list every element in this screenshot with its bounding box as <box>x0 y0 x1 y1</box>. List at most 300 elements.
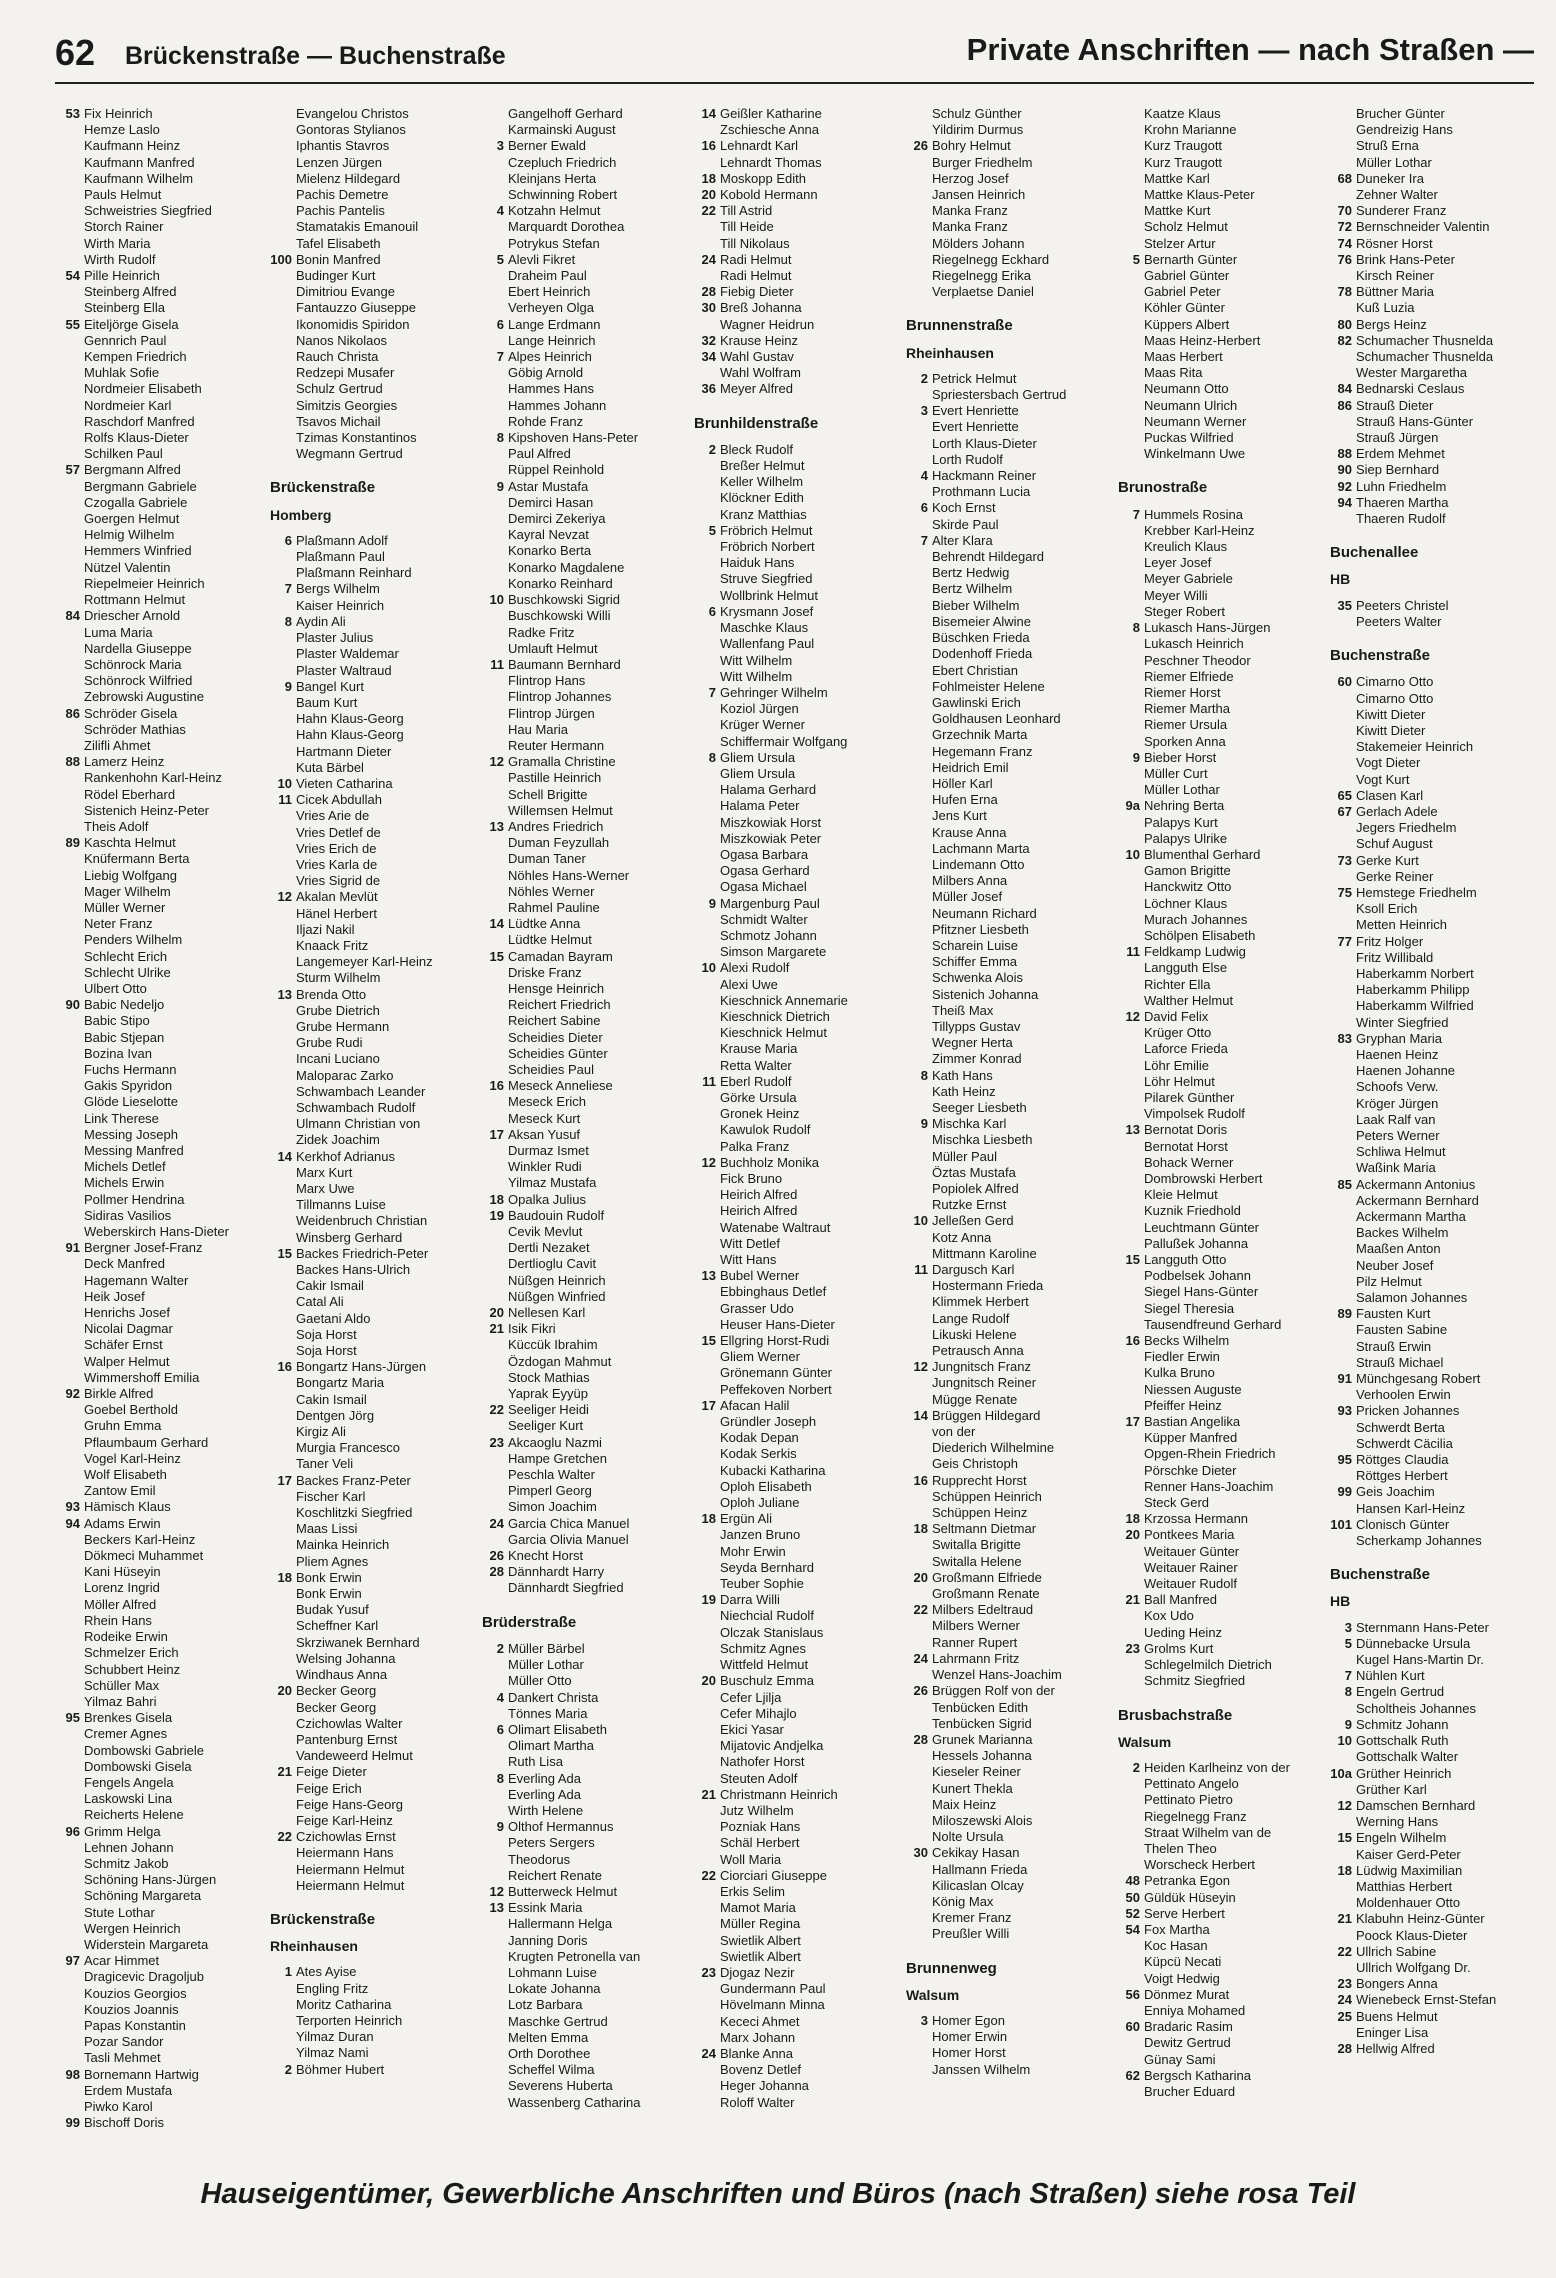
resident-name: Lukasch Heinrich <box>1144 636 1244 652</box>
house-number: 86 <box>1337 397 1352 413</box>
resident-entry <box>694 1852 902 1868</box>
resident-name: Olimart Martha <box>508 1738 594 1754</box>
resident-entry <box>906 1537 1114 1553</box>
house-number: 16 <box>913 1472 928 1488</box>
house-number: 4 <box>496 203 504 219</box>
resident-entry <box>58 770 266 786</box>
resident-name: Bernarth Günter <box>1144 251 1238 267</box>
resident-name: Essink Maria <box>508 1900 583 1916</box>
resident-entry <box>482 560 690 576</box>
resident-name: Zantow Emil <box>84 1483 156 1499</box>
resident-name: Gehringer Wilhelm <box>720 684 828 700</box>
resident-name: Rolfs Klaus-Dieter <box>84 430 189 446</box>
resident-entry <box>694 831 902 847</box>
resident-name: Lange Heinrich <box>508 332 596 348</box>
house-number: 3 <box>920 403 928 419</box>
resident-entry <box>1118 349 1326 365</box>
resident-entry <box>482 1013 690 1029</box>
resident-name: Siegel Theresia <box>1144 1300 1235 1316</box>
resident-name: Sternmann Hans-Peter <box>1356 1619 1489 1635</box>
resident-name: Schmitz Johann <box>1356 1716 1449 1732</box>
resident-entry <box>58 1499 266 1515</box>
resident-entry <box>1118 701 1326 717</box>
resident-entry <box>906 679 1114 695</box>
house-number: 83 <box>1337 1030 1352 1046</box>
resident-name: Jens Kurt <box>932 808 987 824</box>
resident-entry <box>58 2050 266 2066</box>
resident-name: Margenburg Paul <box>720 895 820 911</box>
resident-name: Knaack Fritz <box>296 937 369 953</box>
resident-name: Göbig Arnold <box>508 365 584 381</box>
resident-entry <box>482 1127 690 1143</box>
resident-name: Geis Christoph <box>932 1456 1018 1472</box>
house-number: 6 <box>496 316 504 332</box>
resident-entry <box>906 646 1114 662</box>
resident-name: Kulka Bruno <box>1144 1365 1215 1381</box>
resident-entry <box>270 533 478 549</box>
street-heading: Buchenallee <box>1330 544 1419 562</box>
resident-entry <box>270 581 478 597</box>
resident-entry <box>1330 1717 1538 1733</box>
resident-entry <box>906 1862 1114 1878</box>
resident-entry <box>1330 430 1538 446</box>
resident-name: Bubel Werner <box>720 1268 800 1284</box>
resident-entry <box>482 1706 690 1722</box>
resident-name: Rösner Horst <box>1356 235 1433 251</box>
resident-entry <box>58 722 266 738</box>
house-number: 13 <box>277 986 292 1002</box>
resident-name: Verhoolen Erwin <box>1356 1387 1451 1403</box>
resident-entry <box>482 673 690 689</box>
resident-name: Babic Nedeljo <box>84 997 165 1013</box>
resident-entry <box>270 792 478 808</box>
resident-name: Erkis Selim <box>720 1883 786 1899</box>
resident-entry <box>906 106 1114 122</box>
resident-name: Bonin Manfred <box>296 251 381 267</box>
resident-entry <box>482 381 690 397</box>
resident-entry <box>1330 1128 1538 1144</box>
resident-name: Sistenich Johanna <box>932 986 1039 1002</box>
resident-entry <box>58 2067 266 2083</box>
resident-name: Blumenthal Gerhard <box>1144 846 1261 862</box>
resident-entry <box>694 896 902 912</box>
resident-entry <box>694 349 902 365</box>
resident-entry <box>482 997 690 1013</box>
house-number: 14 <box>913 1407 928 1423</box>
resident-entry <box>906 1797 1114 1813</box>
house-number: 20 <box>701 1673 716 1689</box>
resident-entry <box>270 1213 478 1229</box>
resident-entry <box>58 1807 266 1823</box>
resident-entry <box>58 560 266 576</box>
house-number: 12 <box>277 889 292 905</box>
resident-name: Goldhausen Leonhard <box>932 711 1061 727</box>
resident-entry <box>1118 1203 1326 1219</box>
resident-entry <box>1330 1371 1538 1387</box>
resident-name: Schöning Margareta <box>84 1888 202 1904</box>
resident-entry <box>482 1835 690 1851</box>
resident-name: Zidek Joachim <box>296 1132 380 1148</box>
resident-entry <box>694 138 902 154</box>
resident-name: Wolf Elisabeth <box>84 1467 167 1483</box>
resident-name: Czepluch Friedrich <box>508 154 617 170</box>
resident-name: Scholz Helmut <box>1144 219 1228 235</box>
resident-name: Enniya Mohamed <box>1144 2002 1246 2018</box>
resident-entry <box>694 1592 902 1608</box>
resident-name: Seeger Liesbeth <box>932 1099 1027 1115</box>
resident-name: Wirth Maria <box>84 235 151 251</box>
resident-name: Hartmann Dieter <box>296 743 392 759</box>
resident-entry <box>482 1256 690 1272</box>
resident-entry <box>482 252 690 268</box>
resident-name: Scheffner Karl <box>296 1618 379 1634</box>
resident-name: Marx Johann <box>720 2029 796 2045</box>
resident-name: Feige Karl-Heinz <box>296 1812 393 1828</box>
resident-entry <box>694 442 902 458</box>
resident-name: Gliem Ursula <box>720 765 796 781</box>
resident-name: Kaiser Heinrich <box>296 597 385 613</box>
resident-name: Steger Robert <box>1144 603 1225 619</box>
resident-entry <box>1118 284 1326 300</box>
resident-entry <box>1330 1339 1538 1355</box>
resident-name: Brucher Günter <box>1356 106 1445 121</box>
resident-entry <box>1330 1436 1538 1452</box>
resident-name: Hummels Rosina <box>1144 506 1243 522</box>
resident-entry <box>1118 1922 1326 1938</box>
resident-entry <box>906 1521 1114 1537</box>
resident-entry <box>482 641 690 657</box>
resident-entry <box>1118 219 1326 235</box>
resident-name: Tillypps Gustav <box>932 1018 1021 1034</box>
resident-entry <box>906 2013 1114 2029</box>
house-number: 24 <box>1337 1992 1352 2008</box>
resident-entry <box>906 857 1114 873</box>
resident-entry <box>58 527 266 543</box>
resident-name: Willemsen Helmut <box>508 802 613 818</box>
resident-entry <box>482 106 690 122</box>
resident-entry <box>1118 1857 1326 1873</box>
resident-name: Kani Hüseyin <box>84 1564 161 1580</box>
resident-name: Laforce Frieda <box>1144 1041 1228 1057</box>
resident-name: Großmann Elfriede <box>932 1569 1042 1585</box>
resident-name: Riemer Martha <box>1144 701 1230 717</box>
resident-entry <box>482 187 690 203</box>
resident-entry <box>58 1629 266 1645</box>
resident-name: Lange Erdmann <box>508 316 601 332</box>
resident-name: Peeters Walter <box>1356 613 1442 629</box>
resident-entry <box>906 517 1114 533</box>
resident-entry <box>1118 300 1326 316</box>
district-heading: Rheinhausen <box>906 344 994 361</box>
resident-entry <box>906 219 1114 235</box>
house-number: 2 <box>496 1640 504 1656</box>
resident-entry <box>58 1532 266 1548</box>
house-number: 9 <box>1132 749 1140 765</box>
resident-entry <box>1330 138 1538 154</box>
resident-entry <box>270 1997 478 2013</box>
resident-entry <box>694 252 902 268</box>
resident-entry <box>694 381 902 397</box>
resident-entry <box>58 543 266 559</box>
resident-name: Hallmann Frieda <box>932 1861 1028 1877</box>
resident-name: Becker Georg <box>296 1683 377 1699</box>
resident-entry <box>1118 847 1326 863</box>
resident-name: Jungnitsch Franz <box>932 1359 1031 1375</box>
resident-name: Plaßmann Reinhard <box>296 565 412 581</box>
resident-entry <box>694 155 902 171</box>
resident-name: Dännhardt Harry <box>508 1564 605 1580</box>
resident-name: Ellgring Horst-Rudi <box>720 1333 830 1349</box>
resident-name: Kurz Traugott <box>1144 138 1223 154</box>
resident-name: Nicolai Dagmar <box>84 1321 173 1337</box>
resident-entry <box>270 1667 478 1683</box>
resident-name: Weitauer Rainer <box>1144 1559 1238 1575</box>
resident-name: Kiwitt Dieter <box>1356 722 1426 738</box>
resident-name: Werning Hans <box>1356 1814 1439 1830</box>
resident-name: Driescher Arnold <box>84 608 181 624</box>
resident-name: Bongartz Maria <box>296 1375 385 1391</box>
resident-name: Grimm Helga <box>84 1823 161 1839</box>
resident-entry <box>1118 1106 1326 1122</box>
resident-entry <box>906 1343 1114 1359</box>
resident-entry <box>694 571 902 587</box>
resident-entry <box>482 1564 690 1580</box>
house-number: 17 <box>489 1126 504 1142</box>
resident-entry <box>906 1878 1114 1894</box>
resident-entry <box>694 847 902 863</box>
resident-entry <box>906 403 1114 419</box>
resident-entry <box>906 1926 1114 1942</box>
page-number: 62 <box>55 32 96 73</box>
resident-name: Gennrich Paul <box>84 332 167 348</box>
resident-name: Bongartz Hans-Jürgen <box>296 1359 427 1375</box>
resident-entry <box>482 803 690 819</box>
resident-entry <box>1118 555 1326 571</box>
resident-entry <box>270 252 478 268</box>
house-number: 5 <box>708 522 716 538</box>
resident-name: Pflaumbaum Gerhard <box>84 1434 209 1450</box>
resident-name: Kouzios Georgios <box>84 1985 187 2001</box>
resident-entry <box>694 236 902 252</box>
resident-entry <box>270 776 478 792</box>
resident-entry <box>1330 1895 1538 1911</box>
resident-entry <box>1330 1782 1538 1798</box>
resident-entry <box>482 1722 690 1738</box>
resident-name: Serve Herbert <box>1144 1905 1225 1921</box>
resident-name: Papas Konstantin <box>84 2017 186 2033</box>
resident-entry <box>58 965 266 981</box>
resident-entry <box>906 970 1114 986</box>
resident-entry <box>694 1835 902 1851</box>
resident-name: Müller Josef <box>932 889 1003 905</box>
resident-name: Kremer Franz <box>932 1910 1012 1926</box>
resident-entry <box>58 1127 266 1143</box>
house-number: 3 <box>496 138 504 154</box>
resident-entry <box>694 1997 902 2013</box>
resident-name: Kirsch Reiner <box>1356 268 1435 284</box>
resident-name: Schmitz Agnes <box>720 1640 806 1656</box>
resident-entry <box>1330 1652 1538 1668</box>
resident-entry <box>1118 960 1326 976</box>
resident-entry <box>1118 1187 1326 1203</box>
resident-entry <box>1118 1301 1326 1317</box>
resident-name: Bovenz Detlef <box>720 2062 801 2078</box>
resident-name: David Felix <box>1144 1008 1209 1024</box>
resident-name: Meseck Anneliese <box>508 1078 613 1094</box>
resident-entry <box>1330 349 1538 365</box>
resident-name: Homer Egon <box>932 2012 1005 2028</box>
resident-entry <box>906 1116 1114 1132</box>
resident-entry <box>58 138 266 154</box>
resident-entry <box>1118 430 1326 446</box>
resident-name: Haberkamm Norbert <box>1356 965 1474 981</box>
resident-entry <box>1118 798 1326 814</box>
resident-name: Fausten Sabine <box>1356 1322 1448 1338</box>
resident-name: Tönnes Maria <box>508 1705 588 1721</box>
resident-entry <box>694 1171 902 1187</box>
house-number: 25 <box>1337 2008 1352 2024</box>
resident-name: Schröder Mathias <box>84 721 186 737</box>
resident-entry <box>58 2115 266 2131</box>
house-number: 18 <box>701 170 716 186</box>
resident-name: Heiermann Helmut <box>296 1861 405 1877</box>
resident-name: Langemeyer Karl-Heinz <box>296 954 433 970</box>
resident-entry <box>58 1467 266 1483</box>
resident-name: Schwenka Alois <box>932 970 1024 986</box>
resident-entry <box>1118 571 1326 587</box>
resident-entry <box>906 1359 1114 1375</box>
resident-entry <box>906 663 1114 679</box>
resident-entry <box>1330 1911 1538 1927</box>
resident-entry <box>1118 734 1326 750</box>
resident-name: König Max <box>932 1893 994 1909</box>
house-number: 30 <box>913 1845 928 1861</box>
resident-entry <box>1118 365 1326 381</box>
resident-name: Riemer Horst <box>1144 684 1221 700</box>
resident-name: Demirci Hasan <box>508 494 594 510</box>
resident-name: Neumann Richard <box>932 905 1037 921</box>
house-number: 94 <box>1337 494 1352 510</box>
resident-entry <box>58 803 266 819</box>
house-number: 18 <box>1125 1511 1140 1527</box>
resident-entry <box>270 2029 478 2045</box>
resident-entry <box>694 1430 902 1446</box>
resident-entry <box>1330 966 1538 982</box>
resident-name: Mattke Karl <box>1144 170 1210 186</box>
resident-entry <box>482 1787 690 1803</box>
resident-entry <box>1118 1641 1326 1657</box>
resident-name: Pachis Demetre <box>296 187 389 203</box>
resident-name: Roloff Walter <box>720 2094 795 2110</box>
resident-name: Müller Regina <box>720 1916 801 1932</box>
resident-entry <box>1118 1576 1326 1592</box>
resident-name: Fritz Holger <box>1356 933 1424 949</box>
resident-entry <box>906 1829 1114 1845</box>
resident-name: Voigt Hedwig <box>1144 1970 1220 1986</box>
resident-name: Koch Ernst <box>932 500 996 516</box>
resident-name: Ebbinghaus Detlef <box>720 1284 827 1300</box>
resident-entry <box>270 1149 478 1165</box>
resident-name: Schwerdt Cäcilia <box>1356 1435 1453 1451</box>
resident-name: Siegel Hans-Günter <box>1144 1284 1259 1300</box>
resident-name: Flintrop Hans <box>508 673 586 689</box>
resident-entry <box>906 1197 1114 1213</box>
resident-entry <box>1118 669 1326 685</box>
resident-entry <box>482 1273 690 1289</box>
resident-entry <box>482 657 690 673</box>
resident-entry <box>1330 462 1538 478</box>
resident-entry <box>1118 2019 1326 2035</box>
resident-entry <box>482 1418 690 1434</box>
resident-entry <box>270 1408 478 1424</box>
resident-entry <box>58 949 266 965</box>
resident-name: Ates Ayise <box>296 1964 357 1980</box>
resident-name: Duman Feyzullah <box>508 835 610 851</box>
resident-name: Alexi Rudolf <box>720 960 790 976</box>
resident-name: Nützel Valentin <box>84 559 171 575</box>
resident-name: Pollmer Hendrina <box>84 1191 185 1207</box>
resident-name: Janzen Bruno <box>720 1527 801 1543</box>
house-number: 20 <box>913 1569 928 1585</box>
resident-entry <box>270 1829 478 1845</box>
resident-name: Bradaric Rasim <box>1144 2019 1233 2035</box>
resident-entry <box>58 657 266 673</box>
resident-entry <box>906 695 1114 711</box>
resident-name: Bohry Helmut <box>932 138 1011 154</box>
resident-entry <box>1118 993 1326 1009</box>
resident-entry <box>906 1456 1114 1472</box>
resident-name: Everling Ada <box>508 1770 581 1786</box>
resident-entry <box>58 1159 266 1175</box>
resident-name: Marx Uwe <box>296 1181 355 1196</box>
resident-name: Incani Luciano <box>296 1051 380 1067</box>
resident-entry <box>906 1910 1114 1926</box>
resident-name: Lamerz Heinz <box>84 754 165 770</box>
resident-name: Nüßgen Heinrich <box>508 1272 606 1288</box>
house-number: 32 <box>701 332 716 348</box>
resident-name: Gabriel Peter <box>1144 284 1221 300</box>
resident-entry <box>58 1872 266 1888</box>
resident-entry <box>1118 636 1326 652</box>
resident-name: Rauch Christa <box>296 349 379 365</box>
house-number: 26 <box>489 1548 504 1564</box>
resident-name: Wollbrink Helmut <box>720 587 819 603</box>
resident-name: Dewitz Gertrud <box>1144 2035 1231 2051</box>
resident-entry <box>58 122 266 138</box>
resident-name: Dännhardt Siegfried <box>508 1580 624 1596</box>
resident-name: Waßink Maria <box>1356 1160 1436 1176</box>
resident-name: Bisemeier Alwine <box>932 613 1031 629</box>
resident-entry <box>1118 2084 1326 2100</box>
resident-entry <box>694 1187 902 1203</box>
resident-name: Ueding Heinz <box>1144 1624 1223 1640</box>
resident-name: Lehnardt Karl <box>720 138 799 154</box>
house-number: 60 <box>1337 674 1352 690</box>
resident-entry <box>1330 284 1538 300</box>
resident-name: Krysmann Josef <box>720 603 814 619</box>
resident-name: Schuf August <box>1356 836 1433 852</box>
resident-entry <box>906 1132 1114 1148</box>
resident-name: Großmann Renate <box>932 1586 1040 1602</box>
resident-name: Blanke Anna <box>720 2045 794 2061</box>
resident-name: Riemer Ursula <box>1144 717 1228 733</box>
resident-entry <box>482 2014 690 2030</box>
resident-entry <box>482 138 690 154</box>
resident-entry <box>58 1726 266 1742</box>
resident-name: Schmitz Jakob <box>84 1855 169 1871</box>
resident-name: Lotz Barbara <box>508 1997 583 2013</box>
resident-name: Messing Joseph <box>84 1126 178 1142</box>
